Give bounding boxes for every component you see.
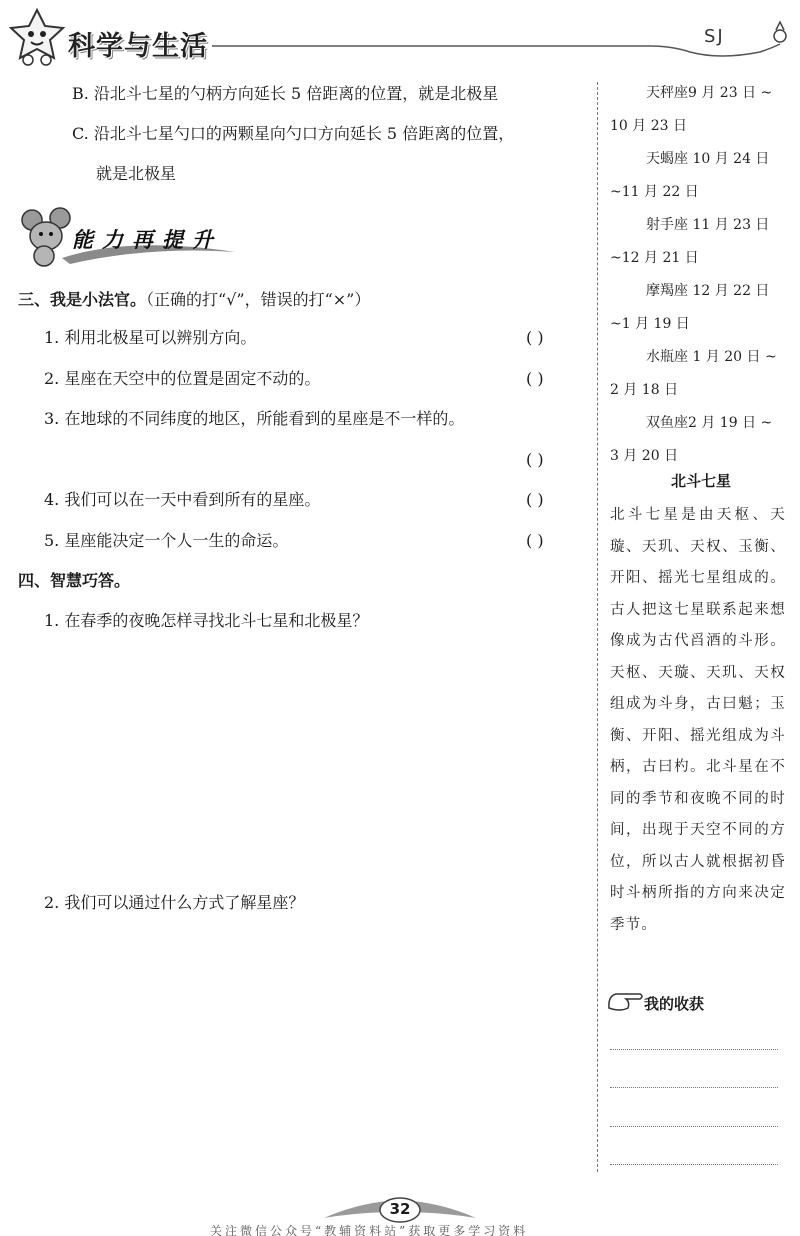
page-number: 32 bbox=[389, 1200, 411, 1218]
answer-paren-4[interactable]: ( ) bbox=[526, 490, 544, 509]
zodiac-line: ~1 月 19 日 bbox=[610, 316, 690, 332]
zodiac-line: 水瓶座 1 月 20 日 ~ bbox=[646, 349, 777, 365]
section3-title: 三、我是小法官。 bbox=[18, 290, 147, 309]
zodiac-line: 天蝎座 10 月 24 日 bbox=[646, 151, 770, 167]
column-divider bbox=[597, 82, 598, 1172]
mouse-mascot-icon bbox=[22, 208, 70, 266]
pointing-hand-icon bbox=[606, 988, 646, 1014]
question-1: 1. 在春季的夜晚怎样寻找北斗七星和北极星？ bbox=[44, 611, 369, 630]
star-mascot-icon bbox=[11, 10, 63, 65]
zodiac-line: 天秤座9 月 23 日 ~ bbox=[646, 85, 773, 101]
header-title: 科学与生活 bbox=[68, 31, 208, 62]
judge-item-3: 3. 在地球的不同纬度的地区，所能看到的星座是不一样的。 bbox=[44, 409, 465, 428]
judge-item-1: 1. 利用北极星可以辨别方向。 bbox=[44, 328, 257, 347]
bell-icon bbox=[774, 22, 786, 42]
header-code: SJ bbox=[704, 26, 725, 47]
zodiac-line: ~12 月 21 日 bbox=[610, 250, 699, 266]
beidou-text: 北斗七星是由天枢、天璇、天玑、天权、玉衡、开阳、摇光七星组成的。古人把这七星联系起来想像成为古代舀酒的斗形。天枢、天璇、天玑、天权组成为斗身，古曰魁；玉衡、开阳、摇光组成为斗柄，古曰杓。北斗星在不同的季节和夜晚不同的时间，出现于天空不同的方位，所以古人就根据初昏时斗柄所指的方向来决定季节。 bbox=[610, 507, 786, 933]
section4-title: 四、智慧巧答。 bbox=[18, 571, 131, 590]
answer-area-2[interactable] bbox=[44, 922, 584, 1172]
zodiac-line: 10 月 23 日 bbox=[610, 118, 687, 134]
section3-instruction: （正确的打“√”，错误的打“×”） bbox=[146, 290, 371, 309]
footer-note: 关注微信公众号“教辅资料站”获取更多学习资料 bbox=[210, 1224, 529, 1236]
option-c-line1: C. 沿北斗七星勺口的两颗星向勺口方向延长 5 倍距离的位置， bbox=[72, 124, 515, 143]
beidou-title: 北斗七星 bbox=[670, 472, 731, 490]
zodiac-line: 2 月 18 日 bbox=[610, 382, 679, 398]
notes-line[interactable] bbox=[610, 1126, 778, 1127]
page-header bbox=[0, 0, 800, 80]
notes-line[interactable] bbox=[610, 1087, 778, 1088]
question-2: 2. 我们可以通过什么方式了解星座？ bbox=[44, 893, 305, 912]
harvest-label: 我的收获 bbox=[644, 995, 705, 1013]
judge-item-2: 2. 星座在天空中的位置是固定不动的。 bbox=[44, 369, 321, 388]
answer-paren-5[interactable]: ( ) bbox=[526, 531, 544, 550]
answer-area-1[interactable] bbox=[44, 640, 584, 880]
option-c-line2: 就是北极星 bbox=[96, 164, 177, 183]
section3-heading bbox=[18, 289, 370, 311]
notes-line[interactable] bbox=[610, 1049, 778, 1050]
judge-item-5: 5. 星座能决定一个人一生的命运。 bbox=[44, 531, 289, 550]
answer-paren-1[interactable]: ( ) bbox=[526, 328, 544, 347]
option-b: B. 沿北斗七星的勺柄方向延长 5 倍距离的位置，就是北极星 bbox=[72, 84, 499, 103]
zodiac-line: 射手座 11 月 23 日 bbox=[646, 217, 770, 233]
answer-paren-3[interactable]: ( ) bbox=[526, 450, 544, 469]
answer-paren-2[interactable]: ( ) bbox=[526, 369, 544, 388]
zodiac-line: 3 月 20 日 bbox=[610, 448, 679, 464]
notes-line[interactable] bbox=[610, 1164, 778, 1165]
banner-title: 能力再提升 bbox=[72, 228, 222, 252]
zodiac-line: ~11 月 22 日 bbox=[610, 184, 699, 200]
zodiac-line: 摩羯座 12 月 22 日 bbox=[646, 283, 770, 299]
zodiac-line: 双鱼座2 月 19 日 ~ bbox=[646, 415, 773, 431]
judge-item-4: 4. 我们可以在一天中看到所有的星座。 bbox=[44, 490, 321, 509]
